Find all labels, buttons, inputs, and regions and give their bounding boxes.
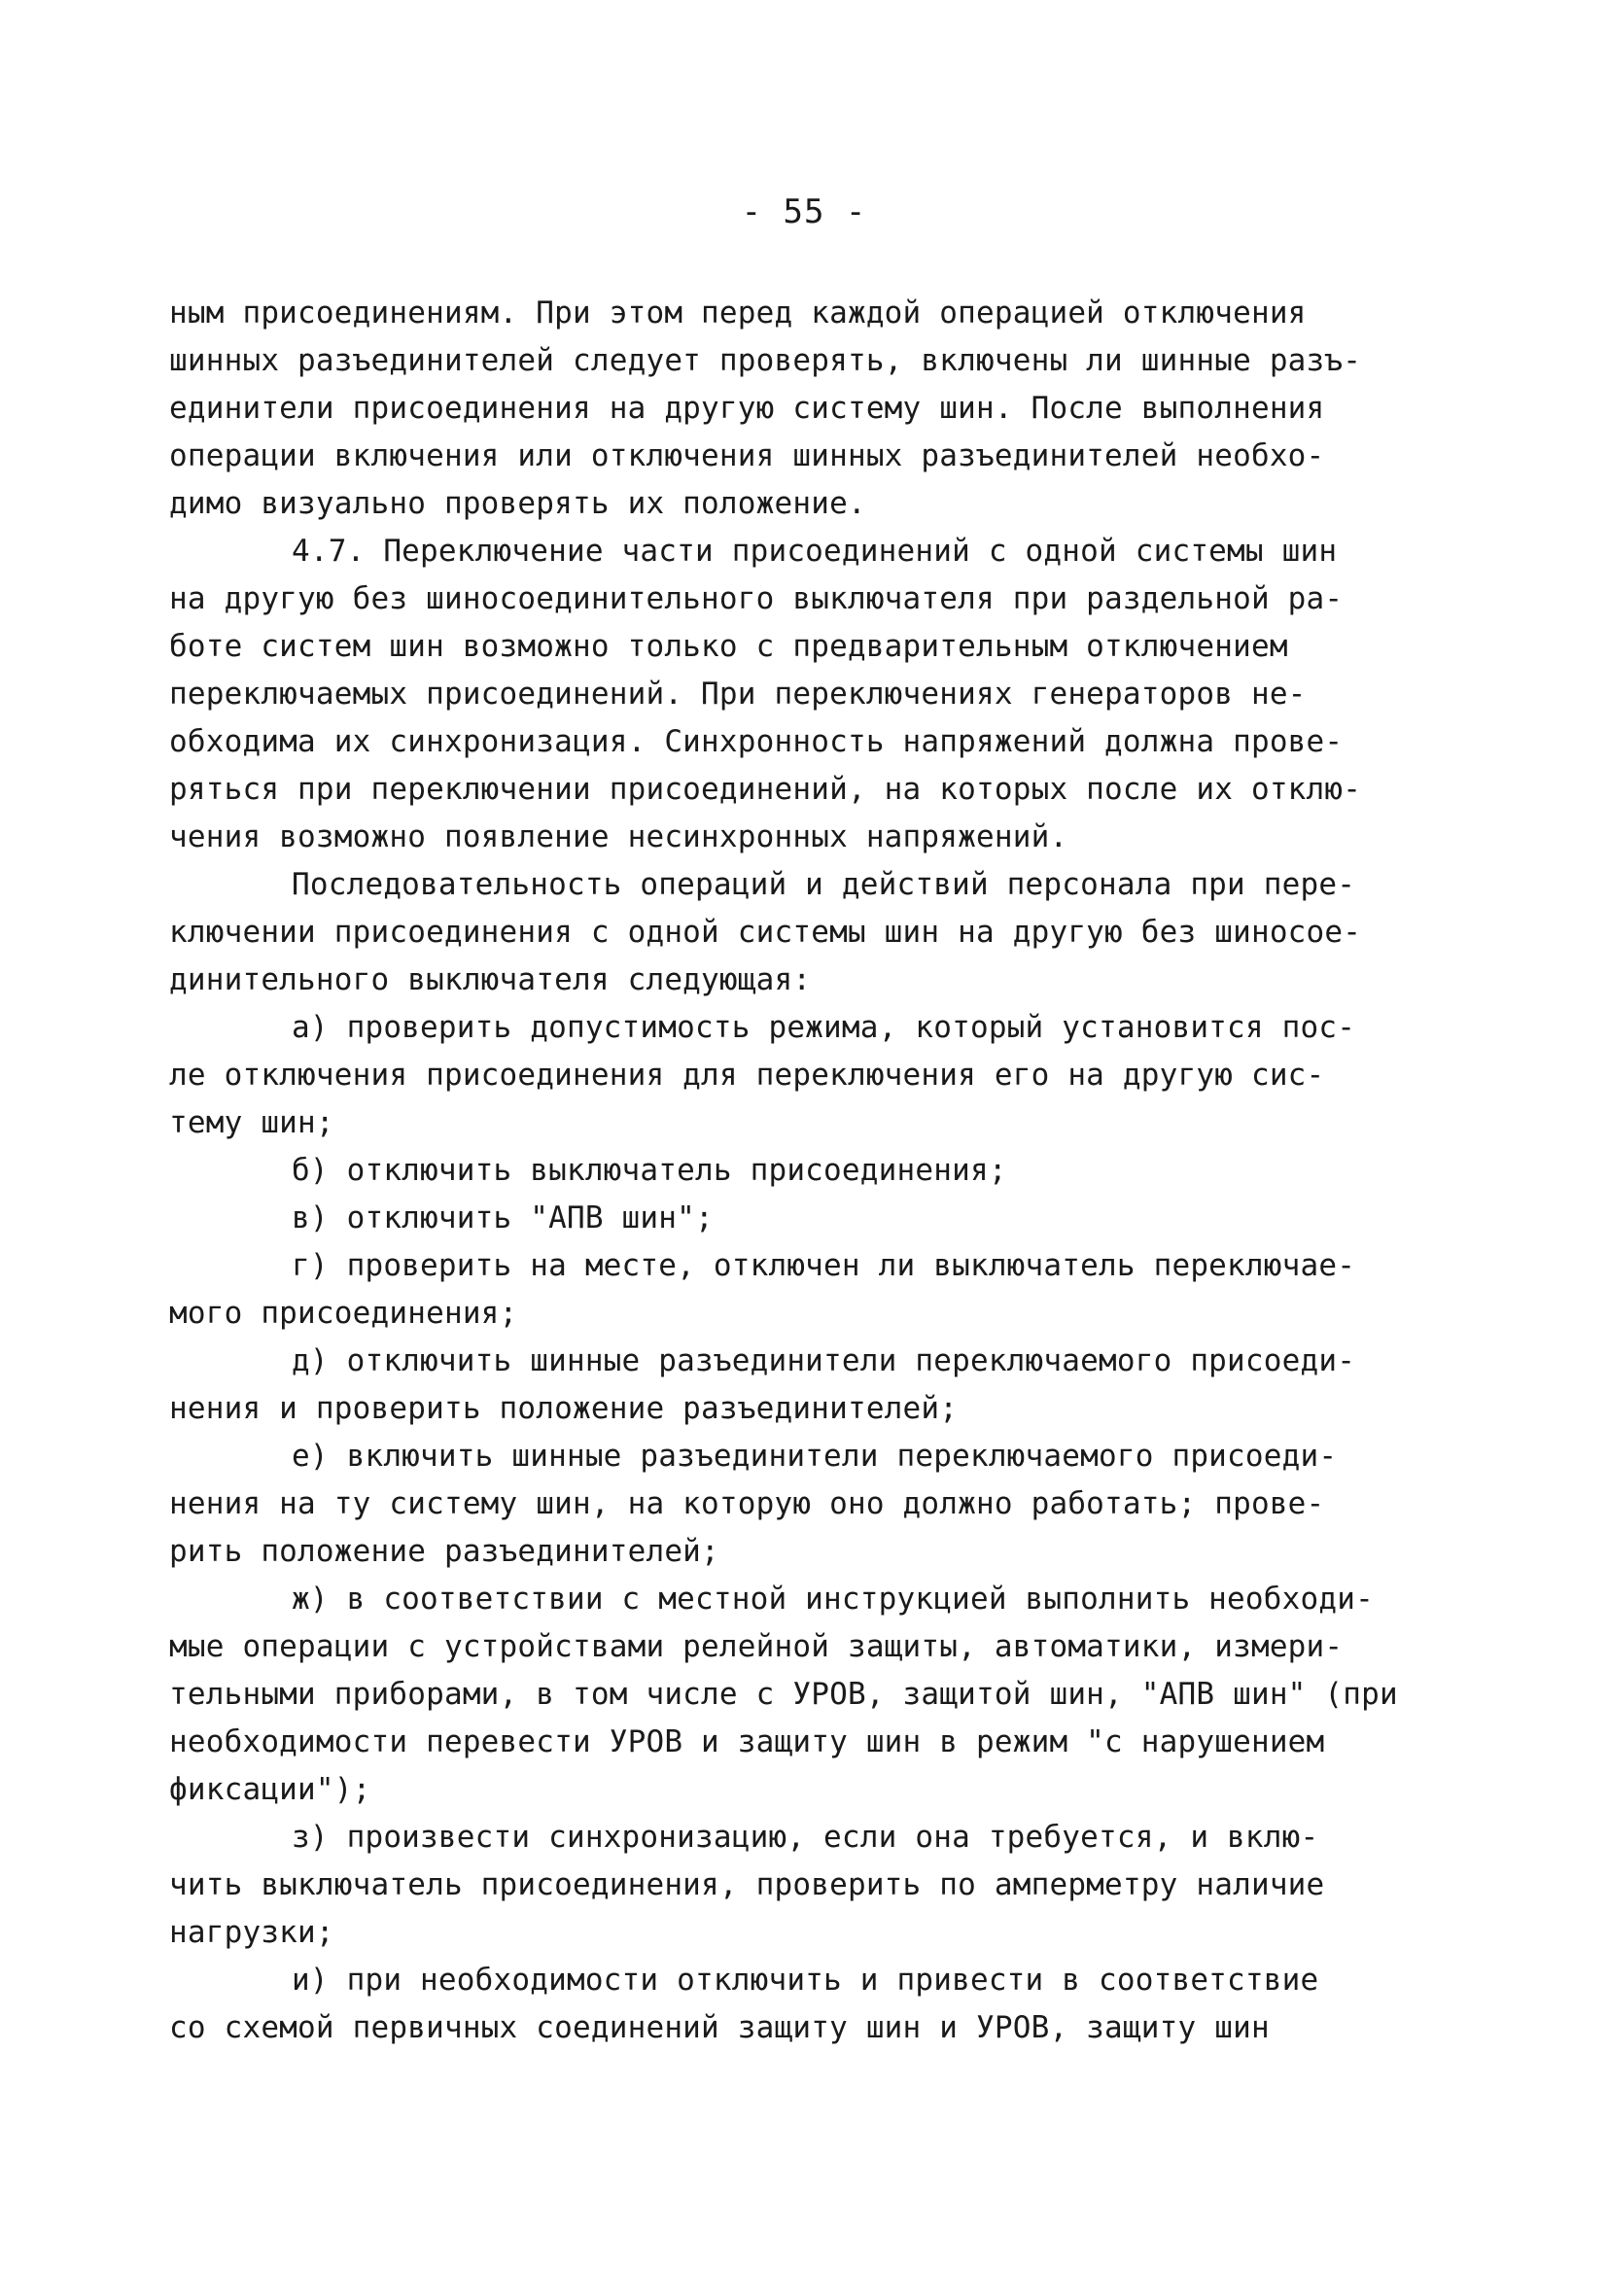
paragraph-line: ле отключения присоединения для переключения его на другую сис- <box>169 1058 1325 1093</box>
paragraph-line: рить положение разъединителей; <box>169 1534 719 1569</box>
paragraph-line: динительного выключателя следующая: <box>169 962 812 997</box>
paragraph-line: чить выключатель присоединения, проверить по амперметру наличие <box>169 1867 1325 1902</box>
list-item-line: е) включить шинные разъединители переключаемого присоеди- <box>292 1439 1338 1474</box>
paragraph-line: Последовательность операций и действий персонала при пере- <box>292 867 1356 902</box>
body-text <box>169 290 1472 2052</box>
paragraph-line: шинных разъединителей следует проверять, включены ли шинные разъ- <box>169 343 1362 378</box>
paragraph-line: боте систем шин возможно только с предварительным отключением <box>169 629 1288 664</box>
paragraph-line: мого присоединения; <box>169 1296 518 1331</box>
list-item-line: г) проверить на месте, отключен ли выключатель переключае- <box>292 1248 1356 1283</box>
paragraph-line: необходимости перевести УРОВ и защиту шин в режим "с нарушением <box>169 1724 1325 1759</box>
page-number: - 55 - <box>741 192 867 231</box>
paragraph-line: 4.7. Переключение части присоединений с одной системы шин <box>292 534 1338 569</box>
paragraph-line: димо визуально проверять их положение. <box>169 486 866 521</box>
list-item-line: в) отключить "АПВ шин"; <box>292 1200 714 1235</box>
paragraph-line: нагрузки; <box>169 1915 334 1950</box>
paragraph-line: операции включения или отключения шинных разъединителей необхо- <box>169 438 1325 473</box>
list-item-line: д) отключить шинные разъединители переключаемого присоеди- <box>292 1343 1356 1378</box>
paragraph-line: ряться при переключении присоединений, на которых после их отклю- <box>169 772 1362 807</box>
list-item-line: а) проверить допустимость режима, который установится пос- <box>292 1010 1356 1045</box>
paragraph-line: со схемой первичных соединений защиту шин и УРОВ, защиту шин <box>169 2010 1270 2045</box>
paragraph-line: мые операции с устройствами релейной защиты, автоматики, измери- <box>169 1629 1344 1664</box>
paragraph-line: фиксации"); <box>169 1772 371 1807</box>
paragraph-line: чения возможно появление несинхронных напряжений. <box>169 819 1068 854</box>
paragraph-line: нения и проверить положение разъединителей; <box>169 1391 959 1426</box>
list-item-line: з) произвести синхронизацию, если она требуется, и вклю- <box>292 1820 1319 1855</box>
list-item-line: б) отключить выключатель присоединения; <box>292 1153 1007 1188</box>
paragraph-line: переключаемых присоединений. При переключениях генераторов не- <box>169 677 1307 712</box>
paragraph-line: ным присоединениям. При этом перед каждой операцией отключения <box>169 296 1307 330</box>
paragraph-line: тельными приборами, в том числе с УРОВ, защитой шин, "АПВ шин" (при <box>169 1677 1398 1712</box>
paragraph-line: тему шин; <box>169 1105 334 1140</box>
paragraph-line: ключении присоединения с одной системы шин на другую без шиносое- <box>169 915 1362 950</box>
paragraph-line: единители присоединения на другую систему шин. После выполнения <box>169 391 1325 426</box>
list-item-line: ж) в соответствии с местной инструкцией выполнить необходи- <box>292 1582 1374 1617</box>
paragraph-line: обходима их синхронизация. Синхронность напряжений должна прове- <box>169 724 1344 759</box>
list-item-line: и) при необходимости отключить и привести в соответствие <box>292 1963 1319 1998</box>
paragraph-line: на другую без шиносоединительного выключателя при раздельной ра- <box>169 581 1344 616</box>
paragraph-line: нения на ту систему шин, на которую оно должно работать; прове- <box>169 1486 1325 1521</box>
